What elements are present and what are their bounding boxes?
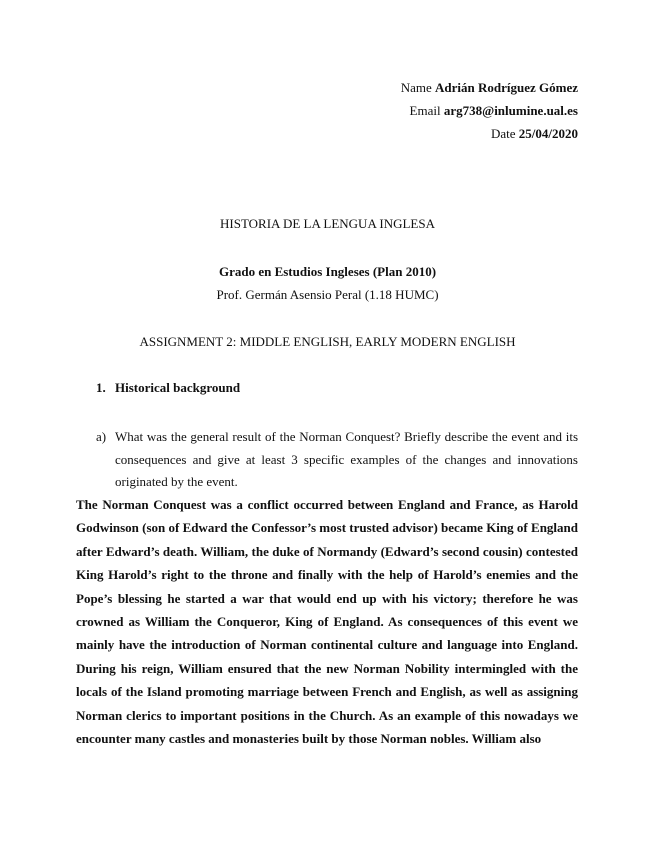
section-heading xyxy=(96,380,240,396)
assignment-title: ASSIGNMENT 2: MIDDLE ENGLISH, EARLY MODERN ENGLISH xyxy=(139,334,516,349)
question-item xyxy=(96,426,578,494)
date-line xyxy=(401,122,578,145)
question-marker: a) xyxy=(96,429,107,444)
degree-name: Grado en Estudios Ingleses (Plan 2010) xyxy=(218,264,437,279)
email-label: Email xyxy=(409,103,441,118)
question-text: What was the general result of the Norman Conquest? Briefly describe the event and its consequences and give at least 3 specific examples of the changes and innovations originated by the event. xyxy=(115,429,578,489)
professor-name: Prof. Germán Asensio Peral (1.18 HUMC) xyxy=(216,287,439,302)
date-value: 25/04/2020 xyxy=(518,126,578,141)
answer-paragraph: The Norman Conquest was a conflict occurred between England and France, as Harold Godwinson (son of Edward the Confessor’s most trusted advisor) became King of England after Edward’s death. William, the duke of Normandy (Edward’s second cousin) contested King Harold’s right to the throne and finally with the help of Harold’s enemies and the Pope’s blessing he started a war that would end up with his victory; therefore he was crowned as William the Conqueror, King of England. As consequences of this event we mainly have the introduction of Norman continental culture and language into England. During his reign, William ensured that the new Norman Nobility intermingled with the locals of the Island promoting marriage between French and English, as well as assigning Norman clerics to important positions in the Church. As an example of this nowadays we encounter many castles and monasteries built by those Norman nobles. William also xyxy=(76,497,578,747)
name-value: Adrián Rodríguez Gómez xyxy=(435,80,578,95)
student-info-block xyxy=(401,76,578,145)
section-title: Historical background xyxy=(115,380,241,395)
date-label: Date xyxy=(490,126,516,141)
email-value: arg738@inlumine.ual.es xyxy=(443,103,578,118)
course-title: HISTORIA DE LA LENGUA INGLESA xyxy=(220,216,435,231)
section-number: 1. xyxy=(96,380,106,395)
name-line xyxy=(401,76,578,99)
name-label: Name xyxy=(400,80,432,95)
email-line xyxy=(401,99,578,122)
